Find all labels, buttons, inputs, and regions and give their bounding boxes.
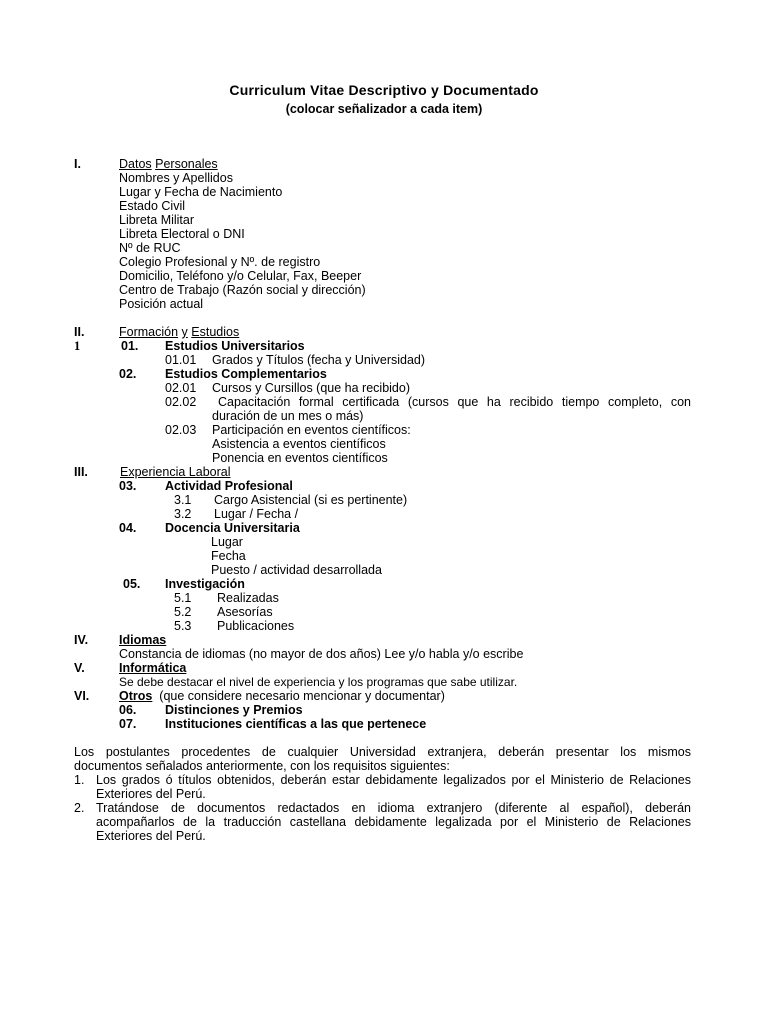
subsection-number: 02. — [119, 367, 137, 381]
item-text: Lugar / Fecha / — [214, 507, 299, 521]
section-number: V. — [74, 661, 85, 675]
section-number: VI. — [74, 689, 90, 703]
item-text: Puesto / actividad desarrollada — [211, 563, 382, 577]
document-subtitle: (colocar señalizador a cada item) — [285, 102, 483, 116]
section-heading-education: Formación y Estudios — [119, 325, 240, 339]
subsection-heading: Investigación — [165, 577, 245, 591]
list-item: Centro de Trabajo (Razón social y dirección) — [119, 283, 366, 297]
subsection-heading: Distinciones y Premios — [165, 703, 303, 717]
list-item: Posición actual — [119, 297, 204, 311]
subsection-number: 06. — [119, 703, 137, 717]
item-text: Ponencia en eventos científicos — [212, 451, 388, 465]
item-text: Realizadas — [217, 591, 279, 605]
item-text: Cargo Asistencial (si es pertinente) — [214, 493, 408, 507]
section-heading-others: Otros (que considere necesario mencionar y documentar) — [119, 689, 445, 703]
item-number: 5.3 — [174, 619, 192, 633]
item-number: 3.1 — [174, 493, 192, 507]
list-item: Libreta Militar — [119, 213, 195, 227]
item-text: Participación en eventos científicos: — [212, 423, 411, 437]
footer-paragraph-line: documentos señalados anteriormente, con los requisitos siguientes: — [74, 759, 450, 773]
item-text: Publicaciones — [217, 619, 295, 633]
item-text: Asistencia a eventos científicos — [212, 437, 386, 451]
subsection-number: 05. — [123, 577, 141, 591]
item-number: 01.01 — [165, 353, 197, 367]
subsection-number: 04. — [119, 521, 137, 535]
item-number: 3.2 — [174, 507, 192, 521]
item-number: 02.03 — [165, 423, 197, 437]
numbered-item-text: Los grados ó títulos obtenidos, deberán estar debidamente legalizados por el Ministerio de Relaciones — [96, 773, 691, 787]
item-text: Grados y Títulos (fecha y Universidad) — [212, 353, 426, 367]
numbered-item-text: Tratándose de documentos redactados en idioma extranjero (diferente al español), deberán — [96, 801, 691, 815]
subsection-number: 01. — [121, 339, 139, 353]
section-text: Constancia de idiomas (no mayor de dos años) Lee y/o habla y/o escribe — [119, 647, 524, 661]
section-heading-languages: Idiomas — [119, 633, 167, 647]
section-number: I. — [74, 157, 81, 171]
subsection-number: 07. — [119, 717, 137, 731]
numbered-item-number: 2. — [74, 801, 85, 815]
document-title: Curriculum Vitae Descriptivo y Documentado — [229, 82, 539, 98]
item-number: 02.02 — [165, 395, 197, 409]
item-text: Lugar — [211, 535, 243, 549]
section-text: Se debe destacar el nivel de experiencia y los programas que sabe utilizar. — [119, 675, 518, 689]
footer-paragraph-line: Los postulantes procedentes de cualquier Universidad extranjera, deberán presentar los mismos — [74, 745, 691, 759]
numbered-item-text: Exteriores del Perú. — [96, 787, 206, 801]
item-number: 5.1 — [174, 591, 192, 605]
list-item: Colegio Profesional y Nº. de registro — [119, 255, 321, 269]
subsection-heading: Instituciones científicas a las que pertenece — [165, 717, 427, 731]
numbered-item-text: acompañarlos de la traducción castellana debidamente legalizada por el Ministerio de Relaciones — [96, 815, 691, 829]
item-text: Asesorías — [217, 605, 273, 619]
stray-mark: 1 — [74, 339, 81, 353]
list-item: Nº de RUC — [119, 241, 181, 255]
subsection-heading: Estudios Universitarios — [165, 339, 305, 353]
subsection-number: 03. — [119, 479, 137, 493]
section-heading-work-experience: Experiencia Laboral — [120, 465, 231, 479]
item-number: 5.2 — [174, 605, 192, 619]
section-number: II. — [74, 325, 85, 339]
subsection-heading: Docencia Universitaria — [165, 521, 300, 535]
numbered-item-number: 1. — [74, 773, 85, 787]
item-text: Fecha — [211, 549, 246, 563]
subsection-heading: Estudios Complementarios — [165, 367, 327, 381]
list-item: Estado Civil — [119, 199, 185, 213]
item-text: Capacitación formal certificada (cursos que ha recibido tiempo completo, con — [218, 395, 691, 409]
subsection-heading: Actividad Profesional — [165, 479, 293, 493]
section-number: III. — [74, 465, 88, 479]
section-number: IV. — [74, 633, 89, 647]
item-text: Cursos y Cursillos (que ha recibido) — [212, 381, 410, 395]
list-item: Lugar y Fecha de Nacimiento — [119, 185, 283, 199]
item-text-continued: duración de un mes o más) — [212, 409, 364, 423]
list-item: Nombres y Apellidos — [119, 171, 233, 185]
section-heading-personal-data: Datos Personales — [119, 157, 218, 171]
list-item: Domicilio, Teléfono y/o Celular, Fax, Beeper — [119, 269, 362, 283]
section-heading-computing: Informática — [119, 661, 187, 675]
numbered-item-text: Exteriores del Perú. — [96, 829, 206, 843]
list-item: Libreta Electoral o DNI — [119, 227, 245, 241]
item-number: 02.01 — [165, 381, 197, 395]
